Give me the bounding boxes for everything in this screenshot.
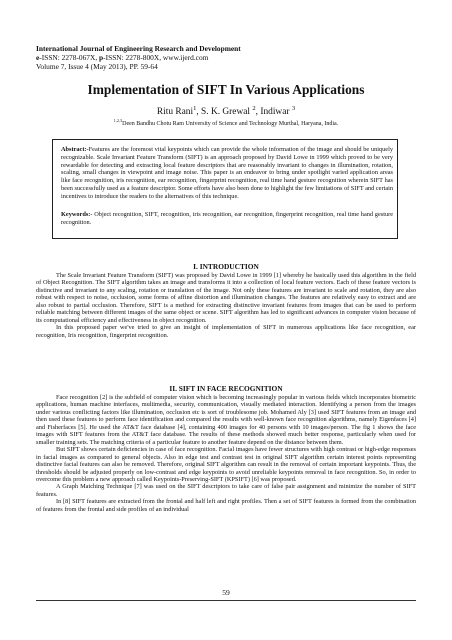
keywords-text: Object recognition, SIFT, recognition, iris recognition, ear recognition, fingerprint recognition, real time hand gesture recognition. [61, 211, 393, 226]
journal-volume: Volume 7, Issue 4 (May 2013), PP. 59-64 [36, 62, 158, 71]
introduction-paragraph: The Scale Invariant Feature Transform (SIFT) was proposed by David Lowe in 1999 [1] whereby he basically used this algorithm in the field of Object Recognition. The SIFT algorithm takes an image and transforms it into a collection of local feature vectors. Each of these feature vectors is distinctive and invariant to any scaling, rotation or translation of the image. Not only these features are invariant to scale and rotation, they are also robust with respect to noise, occlusion, some forms of affine distortion and illumination changes. The features are relatively easy to extract and are also robust to partial occlusion. Therefore, SIFT is a method for extracting distinctive invariant features from images that can be used to perform reliable matching between different images of the same object or scene. SIFT algorithm has led to significant advances in computer vision because of its computational efficiency and effectiveness in object recognition. [36, 272, 416, 324]
issn-e-label: e [36, 53, 40, 62]
affiliation-text: Deen Bandhu Chotu Ram University of Science and Technology Murthal, Haryana, India. [122, 121, 339, 127]
abstract-text: Features are the foremost vital keypoints which can provide the whole information of the image and should be uniquely recognizable. Scale Invariant Feature Transform (SIFT) is an approach proposed by David Lowe in 1999 which proved to be very rewardable for detecting and extracting local feature descriptors that are reasonably invariant to changes in illumination, rotation, scaling, small changes in viewpoint and image noise. This paper is an endeavor to bring under spotlight varied application areas like face recognition, iris recognition, ear recognition, fingerprint recognition, real time hand gesture recognition wherein SIFT has been successfully used as a feature descriptor. Some efforts have also been done to highlight the few limitations of SIFT and certain incentives to introduce the readers to the alternatives of this technique. [61, 146, 394, 200]
author-3-sup: 3 [291, 104, 296, 112]
section-heading-face-recognition: II. SIFT IN FACE RECOGNITION [169, 384, 283, 393]
face-recognition-paragraph: Face recognition [2] is the subfield of computer vision which is becoming increasingly popular in various fields which incorporates biometric applications, human machine interfaces, multimedia, security, communication, visually mediated interaction. Identifying a person from the images under various conflicting factors like illumination, occlusion etc is sort of troublesome job. Mohamed Aly [3] used SIFT features from an image and then used these features to perform face identification and compared the results with well-known face recognition algorithms, namely Eigenfaces [4] and Fisherfaces [5]. He used the AT&T face database [4], containing 400 images for 40 persons with 10 images/person. The fig 1 shows the face images with SIFT features from the AT&T face database. The results of these methods showed much better response, particularly when used for smaller training sets. The matching criteria of a particular feature to another feature depend on the distance between them. [36, 394, 416, 446]
keywords [61, 211, 393, 227]
issn-p-label: p [99, 53, 104, 62]
abstract [61, 146, 393, 200]
author-3: , Indiwar [255, 107, 292, 117]
journal-name: International Journal of Engineering Research and Development [36, 44, 241, 53]
author-2: , S. K. Grewal [196, 107, 253, 117]
affiliation-sup: 1,2,3 [113, 118, 123, 123]
author-1-sup: 1 [193, 104, 197, 112]
face-recognition-paragraph: In [8] SIFT features are extracted from the frontal and half left and right profiles. Then a set of SIFT features is formed from the combination of features from the frontal and side profiles of an individual [36, 498, 416, 513]
journal-header [36, 44, 416, 71]
keywords-label: Keywords:- [61, 211, 93, 218]
face-recognition-body [36, 394, 416, 513]
footer-rule [36, 600, 416, 601]
face-recognition-paragraph: But SIFT shows certain deficiencies in case of face recognition. Facial images have fewer structures with high contrast or high-edge responses in facial images as compared to general objects. Also in edge test and contrast test in original SIFT algorithm certain interest points representing distinctive facial features can also be removed. Therefore, original SIFT algorithm can result in the removal of certain important keypoints. Thus, the thresholds should be adjusted properly on low-contrast and edge keypoints to avoid unreliable keypoints removal in face recognition. So, in order to overcome this problem a new approach called Keypoints-Preserving-SIFT (KPSIFT) [6] was proposed. [36, 446, 416, 483]
affiliation [36, 120, 416, 128]
face-recognition-paragraph: A Graph Matching Technique [7] was used on the SIFT descriptors to take care of false pair assignment and minimize the number of SIFT features. [36, 483, 416, 498]
paper-title: Implementation of SIFT In Various Applications [87, 82, 365, 97]
issn-p-value: -ISSN: 2278-800X, www.ijerd.com [103, 53, 209, 62]
introduction-paragraph: In this proposed paper we've tried to give an insight of implementation of SIFT in numerous applications like face recognition, ear recognition, Iris recognition, fingerprint recognition. [36, 324, 416, 339]
author-line [36, 104, 416, 118]
author-1: Ritu Rani [156, 107, 194, 117]
abstract-label: Abstract:- [61, 146, 89, 153]
journal-issn [36, 53, 416, 62]
author-2-sup: 2 [252, 104, 256, 112]
issn-e-value: -ISSN: 2278-067X, [39, 53, 100, 62]
introduction-body [36, 272, 416, 339]
section-heading-introduction: I. INTRODUCTION [193, 262, 259, 271]
page-number: 59 [222, 588, 230, 597]
